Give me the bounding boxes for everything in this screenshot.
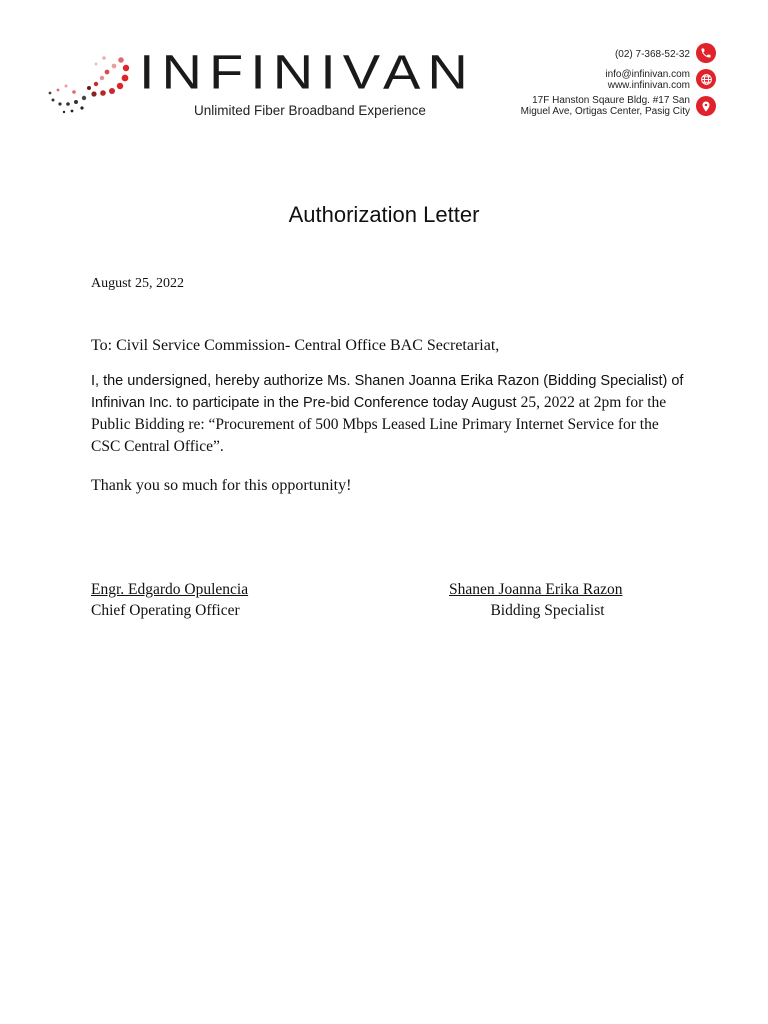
logo-dot	[95, 63, 98, 66]
letter-date: August 25, 2022	[91, 276, 184, 291]
brand-name: INFINIVAN	[139, 44, 475, 99]
logo-dot	[100, 76, 104, 80]
logo-dot	[66, 102, 70, 106]
logo-dot	[100, 90, 106, 96]
logo-dot	[71, 110, 74, 113]
logo-dot	[91, 91, 96, 96]
salutation: To: Civil Service Commission- Central Office BAC Secretariat,	[91, 337, 500, 354]
signatory-role-1: Chief Operating Officer	[91, 602, 240, 619]
location-pin-icon	[696, 96, 716, 116]
logo-dot	[122, 75, 129, 82]
globe-icon	[696, 69, 716, 89]
logo-dot	[105, 70, 110, 75]
logo-dot	[57, 89, 60, 92]
tagline: Unlimited Fiber Broadband Experience	[194, 103, 426, 118]
logo-dot	[109, 88, 115, 94]
logo-dot	[94, 82, 98, 86]
logo-dot	[58, 102, 61, 105]
logo-dot	[123, 65, 129, 71]
logo-dot	[72, 90, 76, 94]
logo-dot	[117, 83, 123, 89]
contact-phone: (02) 7-368-52-32	[614, 49, 690, 60]
signatory-name-2: Shanen Joanna Erika Razon	[449, 581, 623, 598]
body-part-2: 25, 2022 at 2pm for the Public Bidding re: “Procurement of 500 Mbps Leased Line Primary Internet Service for the CSC Central Office”.	[91, 394, 667, 455]
logo-icon	[44, 48, 134, 116]
signatory-name-1: Engr. Edgardo Opulencia	[91, 581, 249, 598]
logo-dot	[74, 100, 78, 104]
logo-dot	[52, 99, 55, 102]
logo-dot	[65, 85, 68, 88]
logo-dot	[102, 56, 106, 60]
logo-dot	[118, 57, 124, 63]
phone-icon	[696, 43, 716, 63]
logo-dot	[82, 96, 86, 100]
logo-dot	[87, 86, 91, 90]
signatory-role-2: Bidding Specialist	[490, 602, 605, 619]
logo-dot	[63, 111, 65, 113]
logo-dot	[112, 64, 117, 69]
document-title: Authorization Letter	[288, 202, 480, 227]
body-part-1: I, the undersigned, hereby authorize Ms. Shanen Joanna Erika Razon (Bidding Specialist) of Infinivan Inc. to participate in the Pre-bid Conference today August	[91, 373, 684, 411]
contact-website: www.infinivan.com	[607, 80, 690, 91]
closing-line: Thank you so much for this opportunity!	[91, 477, 352, 494]
contact-email: info@infinivan.com	[605, 69, 690, 80]
logo-dot	[49, 92, 52, 95]
contact-address-line1: 17F Hanston Sqaure Bldg. #17 San	[532, 95, 690, 106]
logo-dot	[80, 106, 83, 109]
body-paragraph	[91, 370, 691, 458]
contact-address-line2: Miguel Ave, Ortigas Center, Pasig City	[520, 106, 690, 117]
